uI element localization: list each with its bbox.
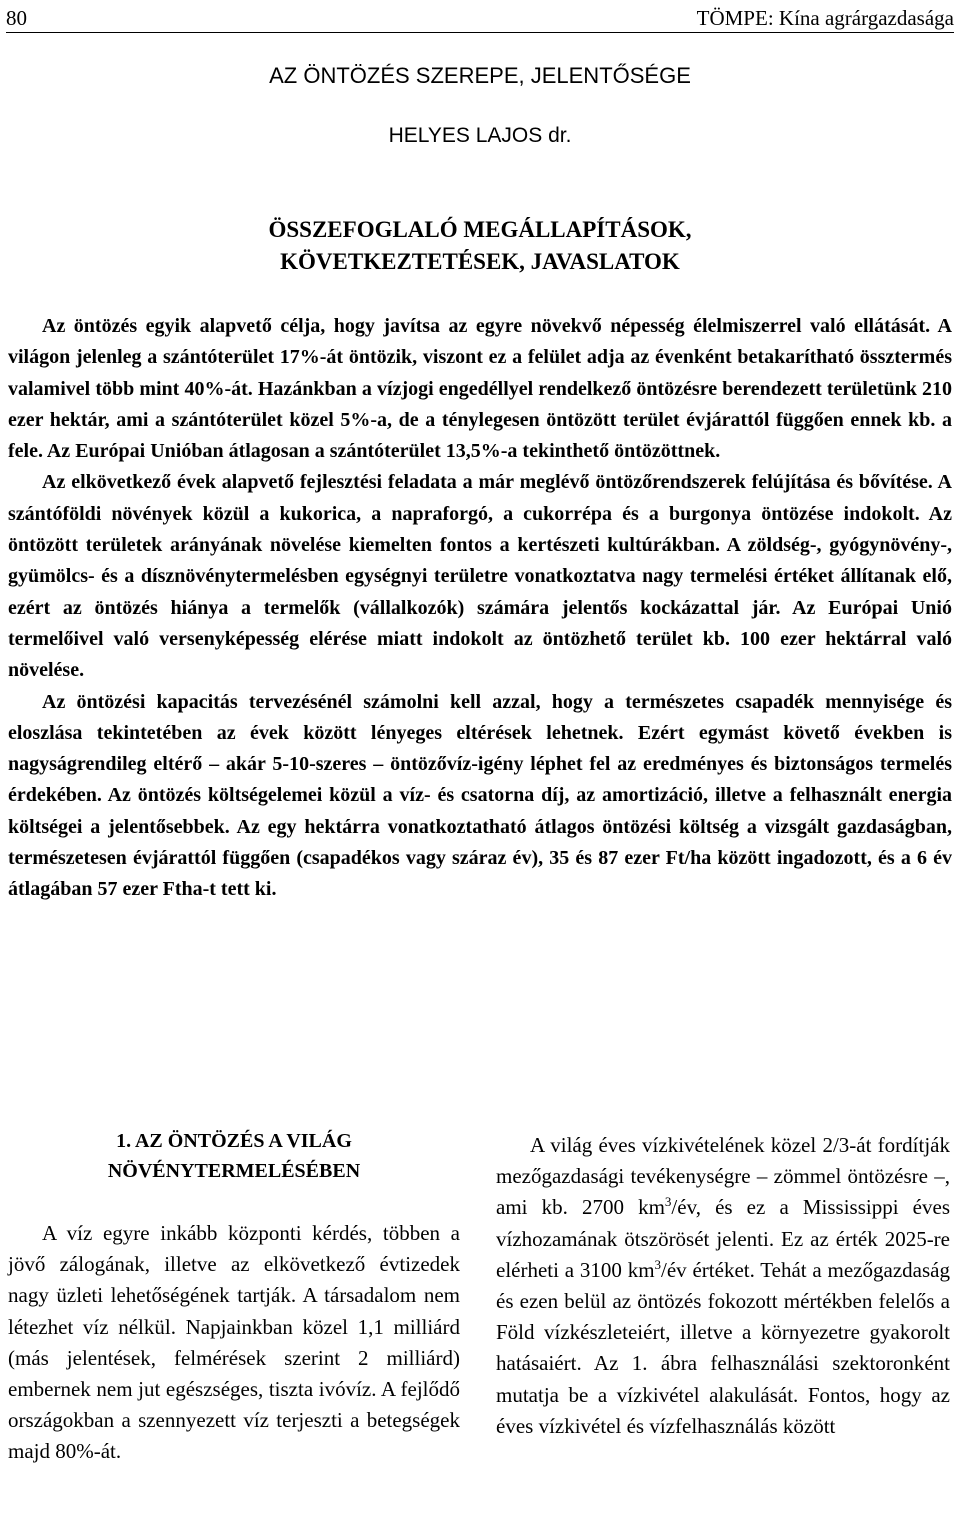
superscript: 3 [654,1256,662,1272]
summary-heading-line: ÖSSZEFOGLALÓ MEGÁLLAPÍTÁSOK, [268,217,692,242]
left-column [8,1126,460,1468]
summary-heading-line: KÖVETKEZTETÉSEK, JAVASLATOK [280,249,680,274]
body-text-segment: A világ éves vízkivételének közel 2/3-át fordítják mezőgazdasági tevékenységre – zömmel öntözésre –, ami kb. 2700 km [496,1133,950,1220]
body-text-segment: /év értéket. Tehát a mezőgazdaság és ezen belül az öntözés fokozott mértékben felelős a Föld vízkészleteiért, illetve a környezetre gyakorolt hatásaiért. Az 1. ábra felhasználási szektoronként mutatja be a vízkivétel alakulását. Fontos, hogy az éves vízkivétel és vízfelhasználás között [496,1257,950,1438]
body-paragraph: A víz egyre inkább központi kérdés, többen a jövő zálogának, illetve az elkövetkező évtizedek nagy üzleti lehetőségének tartják. A társadalom nem létezhet víz nélkül. Napjainkban közel 1,1 milliárd (más jelentések, felmérések szerint 2 milliárd) embernek nem jut egészséges, tiszta ivóvíz. A fejlődő országokban a szennyezett víz terjeszti a betegségek majd 80%-át. [8,1221,460,1464]
article-author: HELYES LAJOS dr. [388,124,572,147]
superscript: 3 [664,1194,672,1210]
header-divider [6,32,954,33]
body-text-segment: /év, és ez a Mississippi éves vízhozamának ötszörösét jelenti. Ez az érték 2025-re elérheti a 3100 km [496,1195,950,1282]
page-header [6,4,954,34]
page-number: 80 [6,6,27,30]
summary-heading [0,214,960,278]
summary-paragraph: Az öntözés egyik alapvető célja, hogy javítsa az egyre növekvő népesség élelmiszerrel való ellátását. A világon jelenleg a szántóterület 17%-át öntözik, viszont ez a felület adja az évenként betakarítható össztermés valamivel több mint 40%-át. Hazánkban a vízjogi engedéllyel rendelkező öntözésre berendezett területünk 210 ezer hektár, ami a szántóterület közel 5%-a, de a ténylegesen öntözött terület évjárattól függően ennek kb. a fele. Az Európai Unióban átlagosan a szántóterület 13,5%-a tekinthető öntözöttnek. [8,315,952,463]
section-heading-line: NÖVÉNYTERMELÉSÉBEN [107,1160,361,1182]
right-column [496,1130,950,1442]
section-heading-line: 1. AZ ÖNTÖZÉS A VILÁG [116,1130,352,1152]
summary-paragraph: Az öntözési kapacitás tervezésénél számolni kell azzal, hogy a természetes csapadék mennyisége és eloszlása tekintetében az évek között lényeges eltérések lehetnek. Ezért egymást követő években is nagyságrendileg eltérő – akár 5-10-szeres – öntözővíz-igény léphet fel az eredményes és biztonságos termelés érdekében. Az öntözés költségelemei közül a víz- és csatorna díj, az amortizáció, illetve a felhasznált energia költségei a jelentősebbek. Az egy hektárra vonatkoztatható átlagos öntözési költség a vizsgált gazdaságban, természetesen évjárattól függően (csapadékos vagy száraz év), 35 és 87 ezer Ft/ha között ingadozott, és a 6 év átlagában 57 ezer Ftha-t tett ki. [8,690,952,901]
summary-body [8,311,952,906]
summary-paragraph: Az elkövetkező évek alapvető fejlesztési feladata a már meglévő öntözőrendszerek felújítása és bővítése. A szántóföldi növények közül a kukorica, a napraforgó, a cukorrépa és a burgonya öntözése indokolt. Az öntözött területek arányának növelése kiemelten fontos a kertészeti kultúrákban. A zöldség-, gyógynövény-, gyümölcs- és a dísznövénytermelésben egységnyi területre vonatkoztatva nagy termelési értéket állítanak elő, ezért az öntözés hiánya a termelők (vállalkozók) számára jelentős kockázattal jár. Az Európai Unió termelőivel való versenyképesség elérése miatt indokolt az öntözhető terület kb. 100 ezer hektárral való növelése. [8,471,952,682]
section-heading [8,1126,460,1186]
article-title: AZ ÖNTÖZÉS SZEREPE, JELENTŐSÉGE [269,63,691,88]
running-title: TÖMPE: Kína agrárgazdasága [696,6,954,30]
body-paragraph [496,1130,950,1442]
